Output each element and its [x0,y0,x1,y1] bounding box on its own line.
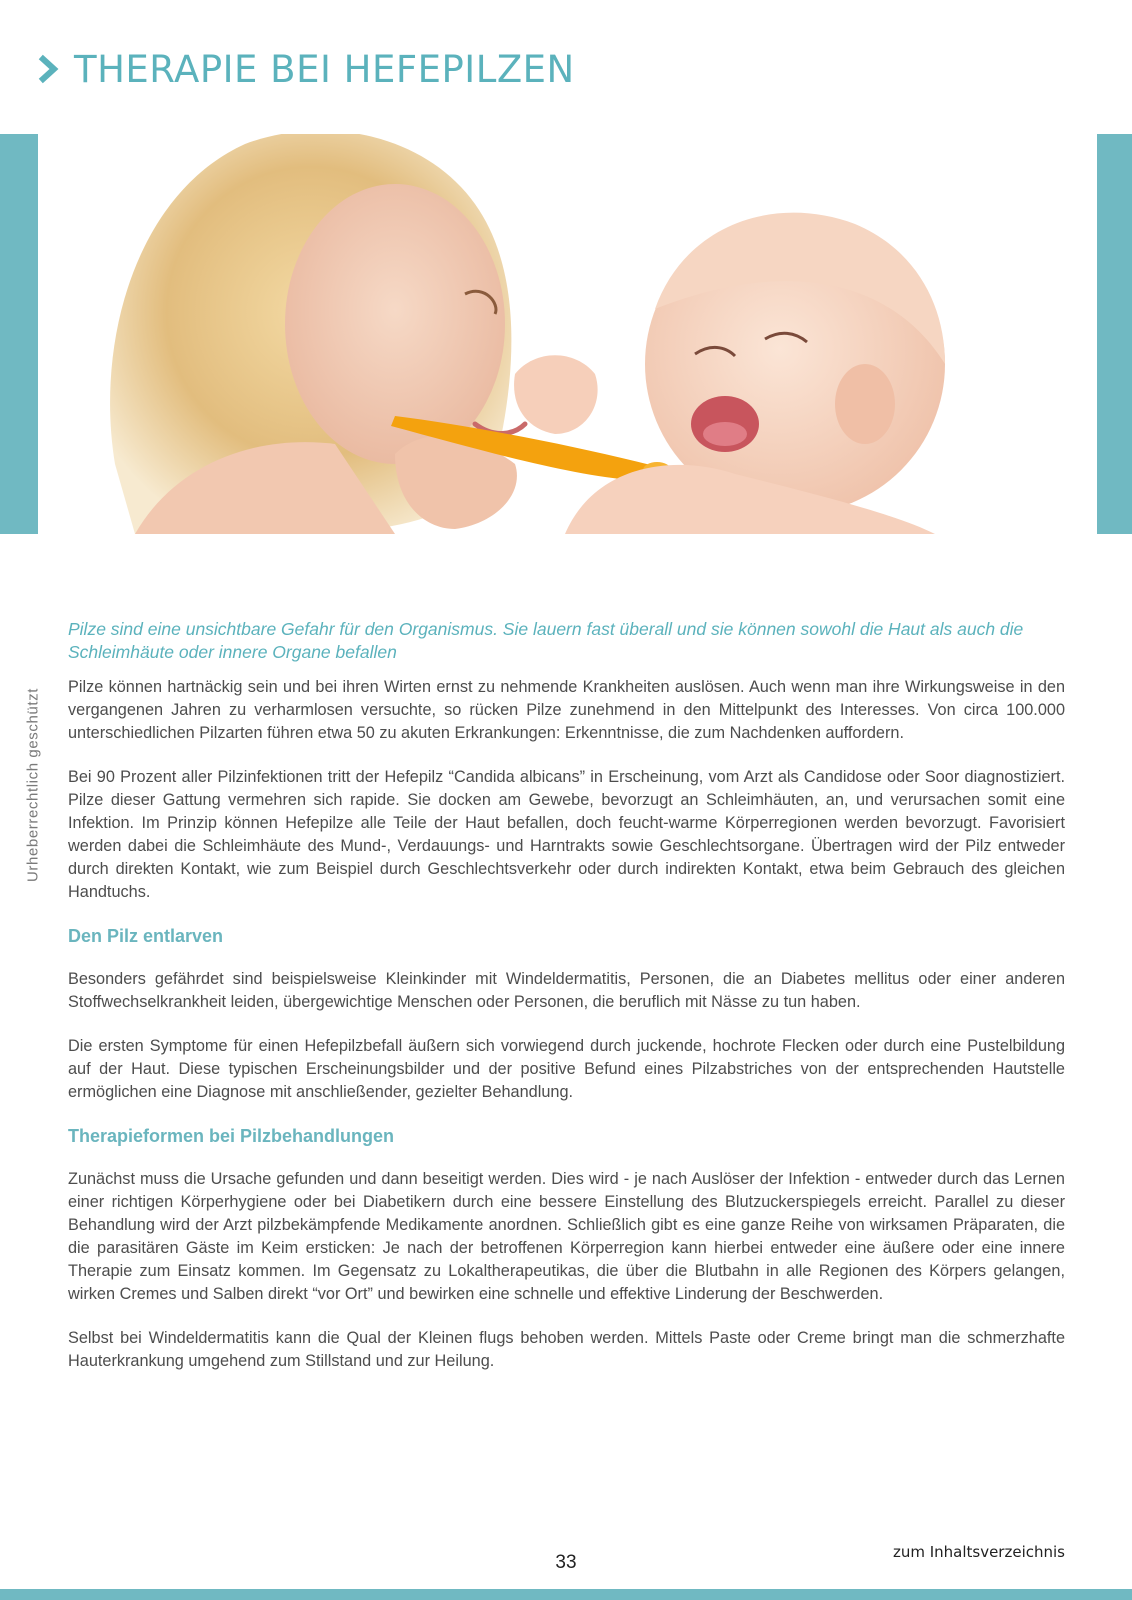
title-row [36,44,575,94]
table-of-contents-link[interactable]: zum Inhaltsverzeichnis [892,1543,1065,1561]
page-title: THERAPIE BEI HEFEPILZEN [74,47,575,91]
right-accent-bar [1097,134,1132,534]
subheading-pilz-entlarven: Den Pilz entlarven [68,926,224,946]
mother-feeding-baby-photo [95,134,975,534]
paragraph-2: Bei 90 Prozent aller Pilzinfektionen tritt der Hefepilz “Candida albicans” in Erscheinung, vom Arzt als Candidose oder Soor diagnostiziert. Pilze dieser Gattung vermehren sich rapide. Sie docken am Gewebe, bevorzugt an Schleimhäuten, an, und verursachen somit eine Infektion. Im Prinzip können Hefepilze alle Teile der Haut befallen, doch feucht-warme Körperregionen werden bevorzugt. Favorisiert werden dabei die Schleimhäute des Mund-, Verdauungs- und Harntrakts sowie Geschlechtsorgane. Übertragen wird der Pilz entweder durch direkten Kontakt, wie zum Beispiel durch Geschlechtsverkehr oder durch indirekten Kontakt, etwa beim Gebrauch des gleichen Handtuchs. [68,768,1065,901]
paragraph-1: Pilze können hartnäckig sein und bei ihren Wirten ernst zu nehmende Krankheiten auslösen. Auch wenn man ihre Wirkungsweise in den vergangenen Jahren zu verharmlosen versuchte, so rücken Pilze zunehmend in den Mittelpunkt des Interesses. Von circa 100.000 unterschiedlichen Pilzarten führen etwa 50 zu akuten Erkrankungen: Erkenntnisse, die zum Nachdenken auffordern. [68,678,1065,742]
left-accent-bar [0,134,38,534]
article-body [68,618,1065,1394]
paragraph-4: Die ersten Symptome für einen Hefepilzbefall äußern sich vorwiegend durch juckende, hochrote Flecken oder durch eine Pustelbildung auf der Haut. Diese typischen Erscheinungsbilder und der positive Befund eines Pilzabstriches von der entsprechenden Hautstelle ermöglichen eine Diagnose mit anschließender, gezielter Behandlung. [68,1037,1065,1101]
paragraph-6: Selbst bei Windeldermatitis kann die Qual der Kleinen flugs behoben werden. Mittels Paste oder Creme bringt man die schmerzhafte Hauterkrankung umgehend zum Stillstand und zur Heilung. [68,1329,1065,1370]
paragraph-3: Besonders gefährdet sind beispielsweise Kleinkinder mit Windeldermatitis, Personen, die an Diabetes mellitus oder einer anderen Stoffwechselkrankheit leiden, übergewichtige Menschen oder Personen, die beruflich mit Nässe zu tun haben. [68,970,1065,1011]
copyright-side-note: Urheberrechtlich geschützt [24,687,42,883]
bottom-accent-bar [0,1589,1132,1600]
chevron-right-icon [36,54,62,84]
lead-paragraph: Pilze sind eine unsichtbare Gefahr für den Organismus. Sie lauern fast überall und sie können sowohl die Haut als auch die Schleimhäute oder innere Organe befallen [68,619,1024,662]
paragraph-5: Zunächst muss die Ursache gefunden und dann beseitigt werden. Dies wird - je nach Auslöser der Infektion - entweder durch das Lernen einer richtigen Körperhygiene oder bei Diabetikern durch eine bessere Einstellung des Blutzuckerspiegels erreicht. Parallel zu dieser Behandlung wird der Arzt pilzbekämpfende Medikamente anordnen. Schließlich gibt es eine ganze Reihe von wirksamen Präparaten, die die parasitären Gäste im Keim ersticken: Je nach der betroffenen Körperregion kann hierbei entweder eine äußere oder eine innere Therapie zum Einsatz kommen. Im Gegensatz zu Lokaltherapeutikas, die über die Blutbahn in alle Regionen des Körpers gelangen, wirken Cremes und Salben direkt “vor Ort” und bewirken eine schnelle und effektive Linderung der Beschwerden. [68,1170,1065,1303]
subheading-therapieformen: Therapieformen bei Pilzbehandlungen [68,1126,395,1146]
page-number: 33 [555,1552,577,1573]
